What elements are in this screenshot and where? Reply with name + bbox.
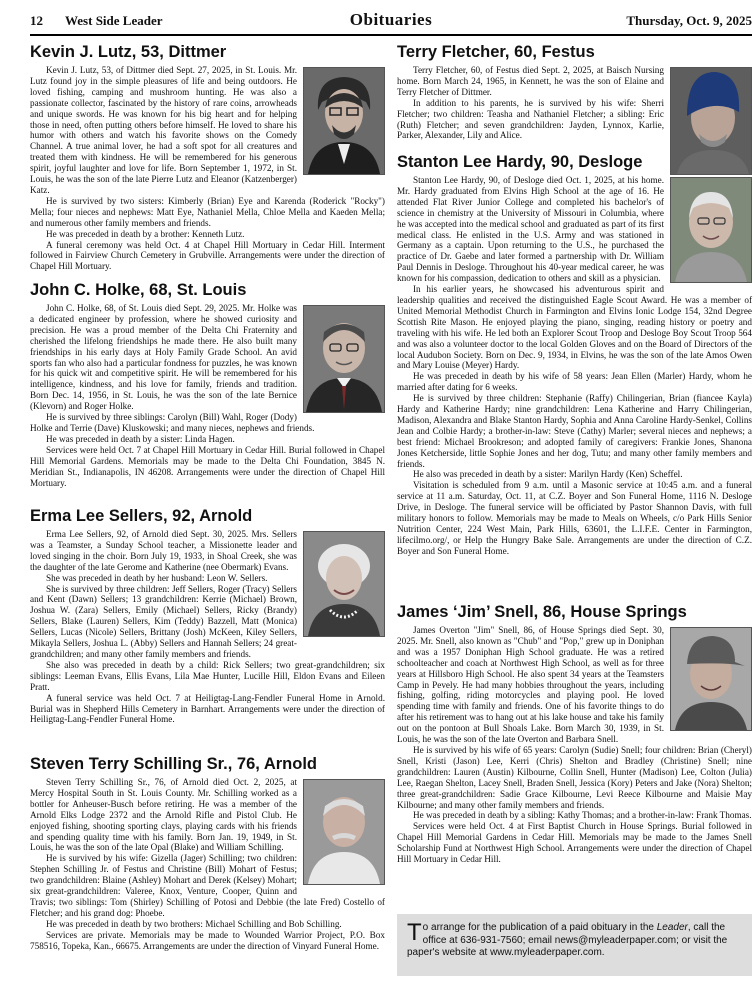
paid-obituary-notice	[397, 914, 752, 976]
paragraph: In addition to his parents, he is survived by his wife: Sherri Fletcher; two children: Teasha and Nathaniel Fletcher; a sibling: Eric (Ruth) Fletcher; and seven grandchildren: Jayden, Lynnox, Karlie, Parker, Alexander, Lily and Alice.	[397, 97, 664, 141]
paragraph: Erma Lee Sellers, 92, of Arnold died Sept. 30, 2025. Mrs. Sellers was a Teamster, a Sunday School teacher, a Missionette leader and loved singing in the choir. Born July 19, 1933, in Shoal Creek, she was the daughter of the late Gerome and Katherine (nee Obermark) Evans.	[30, 529, 297, 572]
paragraph: James Overton "Jim" Snell, 86, of House Springs died Sept. 30, 2025. Mr. Snell, also known as "Chub" and "Pop," grew up in Doniphan and was a 1957 Doniphan High School graduate. He was a retired schoolteacher and coach at Northwest High School, as well as for three years at Hillsboro High School. He also spent 34 years at the Teamsters Camp in Pevely. He had many hobbies throughout the years, including fishing, golfing, riding motorcycles and playing pool. He loved spending time with family and friends. One of his favorite things to do after his retirement was to hang out at his lake house and take his family out on the pontoon at Bull Shoals Lake. Born March 30, 1939, in St. Louis, he was the son of the late Overton and Barbara Snell.	[397, 625, 664, 745]
obituary-heading: Kevin J. Lutz, 53, Dittmer	[30, 43, 227, 61]
paragraph: He also was preceded in death by a sister: Marilyn Hardy (Ken) Scheffel.	[413, 469, 683, 480]
paragraph: He was preceded in death by a brother: Kenneth Lutz.	[46, 228, 245, 239]
paragraph: Kevin J. Lutz, 53, of Dittmer died Sept. 27, 2025, in St. Louis. Mr. Lutz found joy in the simple pleasures of life and being outdoors. He loved fishing, camping and mushroom hunting. He was also a passionate collector, fascinated by the history of rare coins, arrowheads and unique swords. He was known for his big heart and for helping those in need, often putting others before himself. He loved to share his humor with others and watch his favorite shows on the Comedy Channel. A true animal lover, he had a soft spot for all creatures and treated them with kindness. He will be remembered for his generous spirit, joyful laughter and love for life. Born September 1, 1972, in St. Louis, he was the son of the late Pierre Lutz and Eleanor (Katzenberger) Katz.	[30, 65, 297, 195]
paragraph: He was preceded in death by a sibling: Kathy Thomas; and a brother-in-law: Frank Thomas.	[413, 810, 752, 821]
obituary-snell	[397, 602, 752, 865]
paragraph: Services were held Oct. 4 at First Baptist Church in House Springs. Burial followed in Chapel Hill Memorial Gardens in Cedar Hill. Memorials may be made to the James Snell Scholarship Fund at Northwest High School. Arrangements were under the direction of Chapel Hill Mortuary in Cedar Hill.	[397, 821, 752, 865]
notice-drop-cap: T	[407, 919, 422, 946]
paragraph: He was preceded in death by his wife of 58 years: Jean Ellen (Marler) Hardy, whom he married after dating for 6 weeks.	[397, 371, 752, 393]
notice-contact: , call the office at 636-931-7560; email news@myleaderpaper.com; or visit the paper's website at www.myleaderpaper.com.	[407, 922, 728, 958]
paragraph: In his earlier years, he showcased his adventurous spirit and leadership qualities and received the distinguished Eagle Scout Award. He was a member of United Memorial Methodist Church in Farmington and Elvins Ionic Lodge 154, 32nd Degree Scottish Rite Mason. He enjoyed playing the piano, singing, reading history or poetry and traveling with his wife. He led both an Explorer Scout Troop and Desloge Boy Scout Troop 564 and was also a volunteer doctor to the local Golden Gloves and on the Board of Directors of the local Audubon Society. Born on Dec. 9, 1934, in Elvins, he was the son of the late Amos Owen and Mary Louise (Meyer) Hardy.	[397, 284, 752, 371]
obituary-heading: John C. Holke, 68, St. Louis	[30, 281, 247, 299]
paragraph: He is survived by his wife: Gizella (Jager) Schilling; two children: Stephen Schilling Jr. of Festus and Christine (Bill) Mohart of Festus; two grandchildren: Blaine (Ashley) Mohart and Derek (Kelsey) Mohart; six great-grandchildren: Valeree, Knox, Venture, Cooper, Quinn and Travis; two siblings: Tom (Shirley) Schilling of Potosi and Debbie (the late Fred) Costello of Fletcher; and his grand dog: Phoebe.	[30, 853, 385, 918]
paragraph: A funeral ceremony was held Oct. 4 at Chapel Hill Mortuary in Cedar Hill. Interment followed in Fairview Church Cemetery in Grubville. Arrangements were under the direction of Chapel Hill Mortuary.	[30, 239, 385, 272]
paragraph: He was preceded in death by two brothers: Michael Schilling and Bob Schilling.	[46, 918, 342, 929]
obituary-photo	[670, 627, 752, 731]
obituary-heading: Steven Terry Schilling Sr., 76, Arnold	[30, 755, 318, 773]
paper-name: West Side Leader	[65, 13, 163, 28]
obituary-lutz	[30, 42, 385, 272]
notice-paper-name: Leader	[656, 922, 688, 933]
obituary-sellers	[30, 506, 385, 725]
paragraph: He was preceded in death by a sister: Linda Hagen.	[46, 433, 235, 444]
obituary-photo	[303, 305, 385, 413]
paragraph: Terry Fletcher, 60, of Festus died Sept. 2, 2025, at Baisch Nursing home. Born March 24, 1965, in Kennett, he was the son of Elaine and Terry Fletcher of Dittmer.	[397, 65, 664, 97]
paragraph: A funeral service was held Oct. 7 at Heiligtag-Lang-Fendler Funeral Home in Arnold. Burial was in Shepherd Hills Cemetery in Barnhart. Arrangements were under the direction of Heiligtag-Lang-Fendler Funeral Home.	[30, 692, 385, 725]
paragraph: She was preceded in death by her husband: Leon W. Sellers.	[46, 572, 268, 583]
paragraph: Steven Terry Schilling Sr., 76, of Arnold died Oct. 2, 2025, at Mercy Hospital South in St. Louis County. Mr. Schilling worked as a bottler for Anheuser-Busch before retiring. He was a member of the Arnold Elks Lodge 2372 and the Arnold Rifle and Pistol Club. He enjoyed fishing, shooting sporting clays, playing cards with his friends and spending quality time with his family. Born Jan. 19, 1949, in St. Louis, he was the son of the late Opal (Blake) and William Schilling.	[30, 777, 297, 853]
page-header	[30, 8, 752, 36]
notice-text: o arrange for the publication of a paid obituary in the	[422, 922, 657, 933]
obituary-heading: Stanton Lee Hardy, 90, Desloge	[397, 153, 643, 171]
section-title: Obituaries	[349, 10, 433, 29]
paragraph: John C. Holke, 68, of St. Louis died Sept. 29, 2025. Mr. Holke was a dedicated engineer by profession, where he showed curiosity and precision. He was a proud member of the Delta Chi Fraternity and cherished the lifelong friendships he made there. He also built many friendships in his early days at Holy Family Grade School. An avid sports fan who also had a particular fondness for puzzles, he was known for his quick wit and competitive spirit. He will be remembered for his intelligence, kindness, and his love for family, friends and tradition. Born Dec. 14, 1956, in St. Louis, he was the son of the late Bernice (Klevorn) and Roger Holke.	[30, 303, 297, 412]
obituary-heading: Erma Lee Sellers, 92, Arnold	[30, 507, 253, 525]
obituary-photo	[303, 779, 385, 885]
obituary-heading: James ‘Jim’ Snell, 86, House Springs	[397, 603, 687, 621]
obituary-hardy	[397, 152, 752, 557]
paragraph: She is survived by three children: Jeff Sellers, Roger (Tracy) Sellers and Kent (Dawn) Sellers; 13 grandchildren: Kerrie (Michael) Brown, Joshua W. (Zara) Sellers, Emily (Michael) Sellers, Ricky (Brandy) Sellers, Blake (Lauren) Sellers, Kim (Teddy) Bazzell, Matt (Monica) Sellers, Lucas (Nicole) Sellers, Brittany (Josh) McKeen, Kiley Sellers, Mikayla Sellers, Joshua L. (Abby) Sellers and Hannah Sellers; 24 great-grandchildren; and many other family members and friends.	[30, 583, 297, 659]
paragraph: He is survived by three siblings: Carolyn (Bill) Wahl, Roger (Dody) Holke and Terrie (Dave) Kluskowski; and many nieces, nephews and friends.	[30, 412, 315, 433]
paragraph: He is survived by his wife of 65 years: Carolyn (Sudie) Snell; four children: Brian (Cheryl) Snell, Kristi (Jason) Lee, Kerri (Chris) Shelton and Bradley (Christine) Snell; nine grandchildren: Lauren (Austin) Kilbourne, Collin Snell, Hunter (Madison) Lee, Colton (Julia) Lee, Raegan Shelton, Lacey Snell, Braden Snell, Jessica (Kory) Peters and Jake (Nora) Shelton; three great-grandchildren: Sadie Grace Kilbourne, Levi Reece Kilbourne and Maisie May Kilbourne; and many other family members and friends.	[397, 744, 752, 810]
paragraph: She also was preceded in death by a child: Rick Sellers; two great-grandchildren; six siblings: Leeman Evans, Ellis Evans, Lila Mae Hunter, Lucille Hill, Eldon Evans and Eileen Pratt.	[30, 659, 385, 692]
obituary-heading: Terry Fletcher, 60, Festus	[397, 43, 595, 61]
issue-date: Thursday, Oct. 9, 2025	[626, 13, 752, 28]
obituary-holke	[30, 280, 385, 488]
paragraph: He is survived by three children: Stephanie (Raffy) Chilingerian, Brian (fiancee Kayla) Hardy and Katherine Hardy; nine grandchildren: Lena Katherine and Harry Chilingerian, Madison, Alexandra and Blake Stanton Hardy, Sophia and Anna Caroline Hardy-Senkel, Collins Jean and Colbie Hardy; a brother-in-law: Steve (Cathy) Marler; several nieces and nephews; a best friend: Michael Brookreson; and adopted family of caregivers: Frankie Jones, Shanona Jones Ketcherside, little Sophie Jones and her dog, Tutu; and many other family members and friends.	[397, 393, 752, 469]
page-number: 12	[30, 13, 43, 28]
paragraph: Services are private. Memorials may be made to Wounded Warrior Project, P.O. Box 758516, Topeka, Kan., 66675. Arrangements are under the direction of Vinyard Funeral Home.	[30, 929, 385, 951]
obituary-schilling	[30, 754, 385, 952]
obituary-photo	[670, 177, 752, 283]
paragraph: He is survived by two sisters: Kimberly (Brian) Eye and Karenda (Roderick "Rocky") Mella; four nieces and nephews: Matt Eye, Nathaniel Mella, Chloe Mella and Kaeden Mella; and numerous other family members and friends.	[30, 195, 385, 228]
paragraph: Services were held Oct. 7 at Chapel Hill Mortuary in Cedar Hill. Burial followed in Chapel Hill Memorial Gardens. Memorials may be made to the Delta Chi Foundation, 3845 N. Meridian St., Indianapolis, IN 46208. Arrangements were under the direction of Chapel Hill Mortuary.	[30, 444, 385, 488]
obituary-photo	[303, 67, 385, 175]
paragraph: Visitation is scheduled from 9 a.m. until a Masonic service at 10:45 a.m. and a funeral service at 11 a.m. Saturday, Oct. 11, at C.Z. Boyer and Son Funeral Home, 1116 N. Desloge Drive, in Desloge. The funeral service will be officiated by Pastor Shannon Davis, with full military honors to follow. Memorials may be made to Meals on Wheels, c/o Park Hills Senior Nutrition Center, 224 West Main, Park Hills, 63601, the L.I.F.E. Center in Farmington, lifecilmo.org/, or Help the Hungry Bake Sale. Arrangements are under the direction of C.Z. Boyer and Son Funeral Home.	[397, 480, 752, 556]
obituary-photo	[303, 531, 385, 637]
paragraph: Stanton Lee Hardy, 90, of Desloge died Oct. 1, 2025, at his home. Mr. Hardy graduated from Elvins High School at the age of 16. He attended Flat River Junior College and completed his bachelor's of science in chemistry at the University of Missouri in Columbia, where he was accepted into the medical school and graduated as part of its first medical class. He enlisted in the U.S. Army and was stationed in Germany as a captain. Upon returning to the U.S., he purchased the practice of Dr. Gaebe and later formed a partnership with Dr. William Paul Dennis in Desloge. Throughout his 40-year medical career, he was known for his compassion, dedication to others and skill as a physician.	[397, 175, 664, 284]
